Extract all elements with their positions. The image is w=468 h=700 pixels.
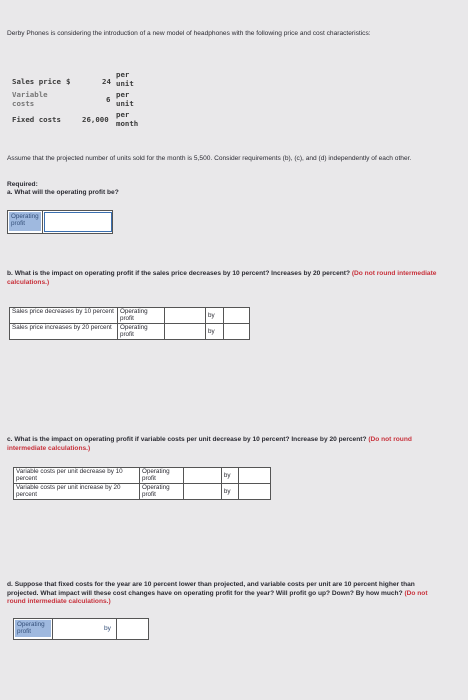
variable-costs-value: 6 [106, 95, 111, 104]
part-b-note: (Do not round intermediate calculations.) [7, 270, 437, 286]
table-row [10, 323, 250, 339]
part-b-row2-by: by [207, 327, 215, 335]
part-b-row2-select[interactable] [165, 323, 206, 339]
fixed-costs-value: 26,000 [82, 115, 109, 124]
part-a-operating-profit-input[interactable] [44, 212, 112, 232]
part-d-field-label: Operating profit [15, 620, 51, 637]
assumption-text: Assume that the projected number of units sold for the month is 5,500. Consider requirements (b), (c), and (d) independently of each other. [7, 155, 412, 162]
part-b-question-text: b. What is the impact on operating profit if the sales price decreases by 10 percent? Increases by 20 percent? [7, 270, 350, 277]
part-c-row2-by: by [223, 487, 231, 495]
fixed-costs-unit-bottom: month [116, 119, 139, 128]
part-c-table [13, 467, 271, 500]
part-b-row1-by: by [207, 311, 215, 319]
sales-price-unit-bottom: unit [116, 79, 134, 88]
variable-costs-label: Variable costs [12, 90, 48, 108]
table-row [14, 483, 271, 499]
part-d-direction-select[interactable] [54, 620, 102, 636]
required-label: Required: [7, 181, 38, 188]
intro-text: Derby Phones is considering the introduction of a new model of headphones with the following price and cost characteristics: [7, 30, 371, 37]
part-b-row2-input[interactable] [223, 323, 249, 339]
sales-price-symbol: $ [66, 77, 71, 86]
table-row [14, 468, 271, 484]
sales-price-label: Sales price [12, 77, 61, 86]
part-b-table [9, 307, 250, 340]
variable-costs-unit-top: per [116, 90, 130, 99]
part-b-row1-select[interactable] [165, 308, 206, 324]
fixed-costs-label: Fixed costs [12, 115, 61, 124]
part-d-question-text: d. Suppose that fixed costs for the year are 10 percent lower than projected, and variable costs per unit are 10 percent higher than projected. What impact will these cost changes have on operating profit for the year? Will profit go up? Down? By how much? [7, 581, 415, 597]
cost-table [12, 70, 152, 132]
part-c-question [7, 436, 437, 453]
part-c-row1-by: by [223, 471, 231, 479]
part-a-answer-row [7, 210, 113, 234]
part-b-row1-input[interactable] [223, 308, 249, 324]
part-a-field-label: Operating profit [9, 212, 41, 231]
part-c-row2-result: Operating profit [141, 483, 170, 499]
table-row [10, 308, 250, 324]
part-d-answer-row [13, 618, 149, 640]
part-d-note: (Do not round intermediate calculations.) [7, 589, 428, 605]
sales-price-unit-top: per [116, 70, 130, 79]
part-c-row1-result: Operating profit [141, 468, 170, 483]
part-c-row2-label: Variable costs per unit increase by 20 percent [16, 483, 121, 499]
part-b-row2-result: Operating profit [119, 323, 148, 339]
part-c-row1-input[interactable] [239, 468, 271, 484]
part-b-row1-label: Sales price decreases by 10 percent [12, 308, 114, 315]
part-c-row1-select[interactable] [183, 468, 221, 484]
variable-costs-unit-bottom: unit [116, 99, 134, 108]
part-c-question-text: c. What is the impact on operating profit if variable costs per unit decrease by 10 percent? Increase by 20 percent? [7, 436, 367, 443]
part-a-question: a. What will the operating profit be? [7, 189, 119, 196]
part-b-row1-result: Operating profit [119, 308, 148, 323]
part-d-amount-input[interactable] [118, 620, 146, 636]
part-c-note: (Do not round intermediate calculations.) [7, 436, 412, 452]
part-d-question [7, 581, 443, 607]
sales-price-value: 24 [102, 77, 111, 86]
part-d-by: by [104, 625, 111, 632]
fixed-costs-unit-top: per [116, 110, 130, 119]
part-b-row2-label: Sales price increases by 20 percent [12, 323, 112, 331]
part-b-question [7, 270, 437, 287]
part-c-row2-select[interactable] [183, 483, 221, 499]
part-c-row1-label: Variable costs per unit decrease by 10 percent [16, 468, 123, 483]
part-c-row2-input[interactable] [239, 483, 271, 499]
